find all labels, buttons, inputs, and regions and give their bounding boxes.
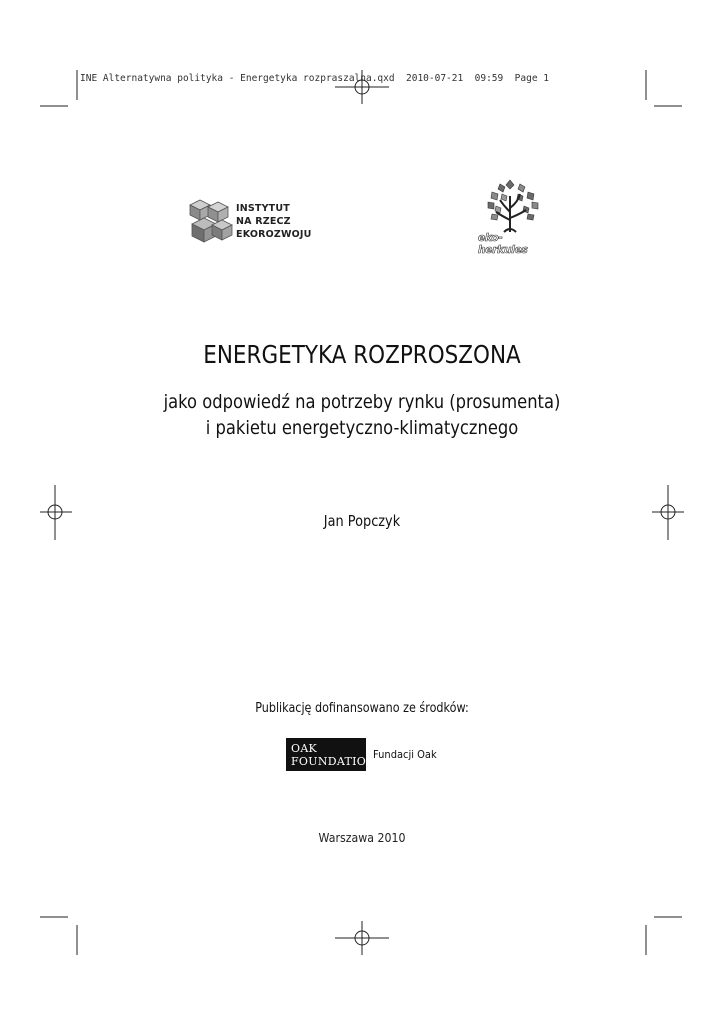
institute-logo — [188, 196, 318, 252]
eko-herkules-logo — [474, 176, 546, 254]
cubes-icon — [188, 196, 234, 246]
subtitle-line: i pakietu energetyczno-klimatycznego — [205, 417, 519, 439]
book-title: ENERGETYKA ROZPROSZONA — [203, 340, 521, 369]
print-slug: INE Alternatywna polityka - Energetyka rozpraszalna.qxd 2010-07-21 09:59 Page 1 — [80, 73, 549, 84]
oak-logo-line: FOUNDATION — [291, 755, 377, 768]
eko-herkules-wordmark: eko-herkules — [478, 232, 528, 256]
book-subtitle — [51, 389, 674, 441]
author-name: Jan Popczyk — [323, 512, 401, 530]
institute-logo-line: EKOROZWOJU — [236, 229, 312, 240]
tree-icon — [474, 176, 546, 236]
place-and-year: Warszawa 2010 — [318, 830, 406, 845]
funding-note: Publikację dofinansowano ze środków: — [255, 701, 469, 716]
oak-logo-line: OAK — [291, 742, 318, 755]
institute-logo-line: NA RZECZ — [236, 216, 291, 227]
oak-foundation-logo — [286, 738, 377, 771]
institute-logo-text — [236, 202, 312, 241]
institute-logo-line: INSTYTUT — [236, 203, 290, 214]
registration-mark-top — [335, 70, 389, 104]
sponsor-name: Fundacji Oak — [373, 748, 437, 761]
registration-mark-bottom — [335, 921, 389, 955]
subtitle-line: jako odpowiedź na potrzeby rynku (prosumenta) — [163, 391, 561, 413]
